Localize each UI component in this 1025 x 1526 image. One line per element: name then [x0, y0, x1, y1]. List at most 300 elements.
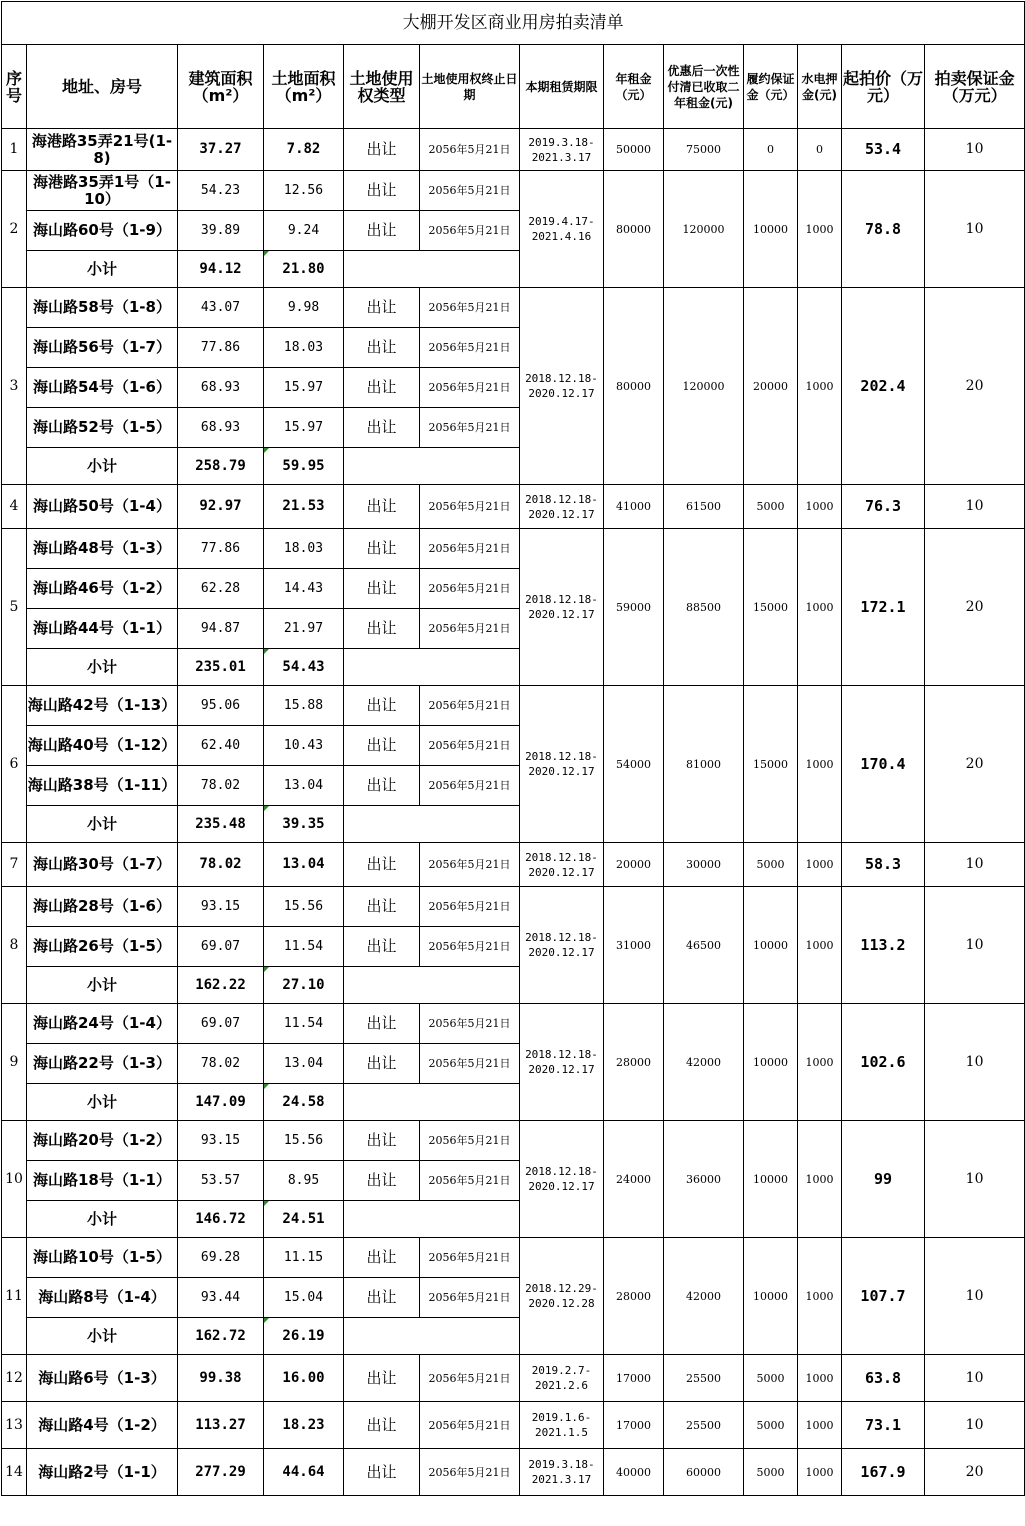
row-land-end-date: 2056年5月21日 [420, 1161, 520, 1201]
row-address: 海山路22号（1-3） [27, 1044, 178, 1084]
row-discount-rent: 75000 [664, 129, 744, 171]
row-land-use-type: 出让 [344, 726, 420, 766]
row-seq: 11 [2, 1238, 27, 1355]
row-auction-deposit: 10 [925, 843, 1025, 887]
row-land-area: 16.00 [264, 1355, 344, 1402]
row-auction-deposit: 20 [925, 686, 1025, 843]
row-land-use-type: 出让 [344, 1355, 420, 1402]
table-row [2, 171, 1025, 211]
subtotal-land-area: 39.35 [264, 806, 344, 843]
subtotal-label: 小计 [27, 967, 178, 1004]
subtotal-label: 小计 [27, 649, 178, 686]
row-utility-deposit: 1000 [798, 843, 842, 887]
row-lease-term: 2018.12.18-2020.12.17 [520, 1121, 604, 1238]
row-utility-deposit: 1000 [798, 1004, 842, 1121]
subtotal-building-area: 235.48 [178, 806, 264, 843]
row-auction-deposit: 20 [925, 288, 1025, 485]
row-land-area: 10.43 [264, 726, 344, 766]
row-discount-rent: 42000 [664, 1004, 744, 1121]
row-building-area: 43.07 [178, 288, 264, 328]
row-start-price: 73.1 [842, 1402, 925, 1449]
row-utility-deposit: 1000 [798, 288, 842, 485]
subtotal-building-area: 162.72 [178, 1318, 264, 1355]
row-address: 海山路60号（1-9） [27, 211, 178, 251]
row-land-end-date: 2056年5月21日 [420, 726, 520, 766]
row-land-end-date: 2056年5月21日 [420, 766, 520, 806]
row-start-price: 99 [842, 1121, 925, 1238]
row-land-end-date: 2056年5月21日 [420, 609, 520, 649]
row-lease-term: 2019.3.18-2021.3.17 [520, 1449, 604, 1496]
subtotal-building-area: 147.09 [178, 1084, 264, 1121]
row-seq: 12 [2, 1355, 27, 1402]
row-land-area: 44.64 [264, 1449, 344, 1496]
row-land-use-type: 出让 [344, 843, 420, 887]
row-seq: 8 [2, 887, 27, 1004]
row-land-use-type: 出让 [344, 211, 420, 251]
subtotal-building-area: 162.22 [178, 967, 264, 1004]
row-building-area: 78.02 [178, 1044, 264, 1084]
row-building-area: 62.40 [178, 726, 264, 766]
row-building-area: 93.15 [178, 887, 264, 927]
row-land-area: 14.43 [264, 569, 344, 609]
row-performance-deposit: 10000 [744, 171, 798, 288]
row-land-use-type: 出让 [344, 129, 420, 171]
header-land-use-type: 土地使用权类型 [344, 45, 420, 129]
row-annual-rent: 24000 [604, 1121, 664, 1238]
row-utility-deposit: 1000 [798, 1402, 842, 1449]
row-utility-deposit: 1000 [798, 1121, 842, 1238]
row-lease-term: 2018.12.18-2020.12.17 [520, 843, 604, 887]
table-row [2, 529, 1025, 569]
subtotal-building-area: 146.72 [178, 1201, 264, 1238]
row-land-use-type: 出让 [344, 328, 420, 368]
row-land-area: 9.98 [264, 288, 344, 328]
header-auction-deposit: 拍卖保证金（万元） [925, 45, 1025, 129]
row-discount-rent: 36000 [664, 1121, 744, 1238]
row-land-use-type: 出让 [344, 1278, 420, 1318]
row-lease-term: 2018.12.18-2020.12.17 [520, 887, 604, 1004]
subtotal-blank [344, 649, 520, 686]
row-utility-deposit: 1000 [798, 887, 842, 1004]
row-discount-rent: 25500 [664, 1355, 744, 1402]
row-land-use-type: 出让 [344, 1402, 420, 1449]
row-utility-deposit: 1000 [798, 529, 842, 686]
row-land-end-date: 2056年5月21日 [420, 171, 520, 211]
row-building-area: 277.29 [178, 1449, 264, 1496]
row-lease-term: 2018.12.18-2020.12.17 [520, 1004, 604, 1121]
row-building-area: 77.86 [178, 529, 264, 569]
header-row [2, 45, 1025, 129]
row-auction-deposit: 10 [925, 485, 1025, 529]
header-building-area: 建筑面积（m²） [178, 45, 264, 129]
row-land-end-date: 2056年5月21日 [420, 1278, 520, 1318]
row-start-price: 202.4 [842, 288, 925, 485]
header-lease-term: 本期租赁期限 [520, 45, 604, 129]
row-land-use-type: 出让 [344, 766, 420, 806]
row-auction-deposit: 20 [925, 529, 1025, 686]
row-seq: 13 [2, 1402, 27, 1449]
page-title: 大棚开发区商业用房拍卖清单 [2, 2, 1025, 45]
header-start-price: 起拍价（万元） [842, 45, 925, 129]
row-utility-deposit: 1000 [798, 1449, 842, 1496]
row-lease-term: 2019.2.7-2021.2.6 [520, 1355, 604, 1402]
header-performance-deposit: 履约保证金（元） [744, 45, 798, 129]
auction-list-table [1, 1, 1025, 1496]
row-address: 海山路10号（1-5） [27, 1238, 178, 1278]
subtotal-blank [344, 1318, 520, 1355]
header-address: 地址、房号 [27, 45, 178, 129]
row-land-area: 11.54 [264, 1004, 344, 1044]
row-utility-deposit: 1000 [798, 485, 842, 529]
table-row [2, 288, 1025, 328]
row-land-end-date: 2056年5月21日 [420, 129, 520, 171]
row-start-price: 78.8 [842, 171, 925, 288]
row-seq: 6 [2, 686, 27, 843]
row-lease-term: 2018.12.18-2020.12.17 [520, 529, 604, 686]
row-address: 海山路50号（1-4） [27, 485, 178, 529]
row-start-price: 76.3 [842, 485, 925, 529]
row-start-price: 53.4 [842, 129, 925, 171]
row-land-area: 13.04 [264, 766, 344, 806]
row-seq: 3 [2, 288, 27, 485]
row-land-end-date: 2056年5月21日 [420, 1121, 520, 1161]
subtotal-blank [344, 251, 520, 288]
row-utility-deposit: 1000 [798, 686, 842, 843]
row-land-area: 15.97 [264, 368, 344, 408]
row-address: 海山路4号（1-2） [27, 1402, 178, 1449]
row-land-area: 13.04 [264, 843, 344, 887]
header-land-area: 土地面积（m²） [264, 45, 344, 129]
row-start-price: 63.8 [842, 1355, 925, 1402]
row-land-use-type: 出让 [344, 288, 420, 328]
row-land-use-type: 出让 [344, 609, 420, 649]
row-land-end-date: 2056年5月21日 [420, 887, 520, 927]
row-performance-deposit: 5000 [744, 1449, 798, 1496]
row-annual-rent: 20000 [604, 843, 664, 887]
row-performance-deposit: 20000 [744, 288, 798, 485]
row-lease-term: 2018.12.18-2020.12.17 [520, 686, 604, 843]
subtotal-label: 小计 [27, 448, 178, 485]
subtotal-blank [344, 967, 520, 1004]
row-lease-term: 2018.12.18-2020.12.17 [520, 485, 604, 529]
row-building-area: 68.93 [178, 408, 264, 448]
row-land-area: 21.97 [264, 609, 344, 649]
row-discount-rent: 42000 [664, 1238, 744, 1355]
subtotal-land-area: 26.19 [264, 1318, 344, 1355]
row-start-price: 172.1 [842, 529, 925, 686]
row-lease-term: 2019.1.6-2021.1.5 [520, 1402, 604, 1449]
row-annual-rent: 50000 [604, 129, 664, 171]
row-performance-deposit: 10000 [744, 1004, 798, 1121]
row-land-area: 15.56 [264, 1121, 344, 1161]
row-address: 海山路42号（1-13） [27, 686, 178, 726]
row-performance-deposit: 10000 [744, 1121, 798, 1238]
row-land-end-date: 2056年5月21日 [420, 1449, 520, 1496]
row-performance-deposit: 10000 [744, 887, 798, 1004]
row-annual-rent: 17000 [604, 1402, 664, 1449]
row-utility-deposit: 1000 [798, 1238, 842, 1355]
row-annual-rent: 31000 [604, 887, 664, 1004]
row-land-use-type: 出让 [344, 1044, 420, 1084]
row-building-area: 99.38 [178, 1355, 264, 1402]
row-annual-rent: 80000 [604, 288, 664, 485]
row-lease-term: 2019.3.18-2021.3.17 [520, 129, 604, 171]
row-performance-deposit: 0 [744, 129, 798, 171]
row-performance-deposit: 15000 [744, 686, 798, 843]
subtotal-label: 小计 [27, 1318, 178, 1355]
row-land-end-date: 2056年5月21日 [420, 408, 520, 448]
table-row [2, 1355, 1025, 1402]
row-utility-deposit: 1000 [798, 1355, 842, 1402]
row-land-end-date: 2056年5月21日 [420, 1355, 520, 1402]
table-row [2, 1238, 1025, 1278]
row-start-price: 102.6 [842, 1004, 925, 1121]
row-building-area: 78.02 [178, 843, 264, 887]
row-land-area: 15.04 [264, 1278, 344, 1318]
row-annual-rent: 54000 [604, 686, 664, 843]
row-annual-rent: 17000 [604, 1355, 664, 1402]
row-land-end-date: 2056年5月21日 [420, 485, 520, 529]
row-building-area: 93.15 [178, 1121, 264, 1161]
row-land-use-type: 出让 [344, 529, 420, 569]
row-discount-rent: 120000 [664, 288, 744, 485]
row-land-use-type: 出让 [344, 569, 420, 609]
row-annual-rent: 41000 [604, 485, 664, 529]
header-land-end-date: 土地使用权终止日期 [420, 45, 520, 129]
row-address: 海山路46号（1-2） [27, 569, 178, 609]
subtotal-label: 小计 [27, 1084, 178, 1121]
row-seq: 5 [2, 529, 27, 686]
row-land-area: 15.97 [264, 408, 344, 448]
subtotal-land-area: 54.43 [264, 649, 344, 686]
row-seq: 1 [2, 129, 27, 171]
row-discount-rent: 25500 [664, 1402, 744, 1449]
subtotal-building-area: 235.01 [178, 649, 264, 686]
row-address: 海山路52号（1-5） [27, 408, 178, 448]
row-address: 海山路2号（1-1） [27, 1449, 178, 1496]
row-seq: 10 [2, 1121, 27, 1238]
row-address: 海山路18号（1-1） [27, 1161, 178, 1201]
row-land-end-date: 2056年5月21日 [420, 686, 520, 726]
row-performance-deposit: 10000 [744, 1238, 798, 1355]
row-land-area: 12.56 [264, 171, 344, 211]
table-row [2, 129, 1025, 171]
row-auction-deposit: 20 [925, 1449, 1025, 1496]
row-seq: 7 [2, 843, 27, 887]
subtotal-label: 小计 [27, 806, 178, 843]
table-row [2, 843, 1025, 887]
row-building-area: 92.97 [178, 485, 264, 529]
header-seq: 序号 [2, 45, 27, 129]
table-row [2, 1004, 1025, 1044]
row-lease-term: 2019.4.17-2021.4.16 [520, 171, 604, 288]
row-auction-deposit: 10 [925, 1121, 1025, 1238]
row-start-price: 58.3 [842, 843, 925, 887]
table-row [2, 485, 1025, 529]
table-row [2, 686, 1025, 726]
row-address: 海山路26号（1-5） [27, 927, 178, 967]
table-row [2, 887, 1025, 927]
row-building-area: 53.57 [178, 1161, 264, 1201]
row-annual-rent: 28000 [604, 1238, 664, 1355]
row-auction-deposit: 10 [925, 129, 1025, 171]
row-annual-rent: 59000 [604, 529, 664, 686]
row-building-area: 54.23 [178, 171, 264, 211]
row-start-price: 113.2 [842, 887, 925, 1004]
row-address: 海港路35弄21号(1-8) [27, 129, 178, 171]
row-address: 海港路35弄1号（1-10） [27, 171, 178, 211]
row-auction-deposit: 10 [925, 1004, 1025, 1121]
row-discount-rent: 120000 [664, 171, 744, 288]
table-row [2, 1121, 1025, 1161]
row-building-area: 39.89 [178, 211, 264, 251]
subtotal-blank [344, 1201, 520, 1238]
row-land-use-type: 出让 [344, 1121, 420, 1161]
row-land-end-date: 2056年5月21日 [420, 1044, 520, 1084]
row-building-area: 94.87 [178, 609, 264, 649]
row-performance-deposit: 5000 [744, 1402, 798, 1449]
row-discount-rent: 60000 [664, 1449, 744, 1496]
row-land-use-type: 出让 [344, 1161, 420, 1201]
row-performance-deposit: 5000 [744, 1355, 798, 1402]
row-seq: 9 [2, 1004, 27, 1121]
row-land-use-type: 出让 [344, 927, 420, 967]
row-auction-deposit: 10 [925, 887, 1025, 1004]
subtotal-blank [344, 1084, 520, 1121]
row-building-area: 62.28 [178, 569, 264, 609]
row-land-use-type: 出让 [344, 171, 420, 211]
row-building-area: 93.44 [178, 1278, 264, 1318]
row-land-use-type: 出让 [344, 887, 420, 927]
row-building-area: 95.06 [178, 686, 264, 726]
row-land-use-type: 出让 [344, 1004, 420, 1044]
row-land-area: 13.04 [264, 1044, 344, 1084]
subtotal-building-area: 94.12 [178, 251, 264, 288]
row-land-end-date: 2056年5月21日 [420, 211, 520, 251]
row-auction-deposit: 10 [925, 171, 1025, 288]
row-address: 海山路44号（1-1） [27, 609, 178, 649]
row-start-price: 167.9 [842, 1449, 925, 1496]
subtotal-label: 小计 [27, 251, 178, 288]
row-land-area: 21.53 [264, 485, 344, 529]
row-building-area: 113.27 [178, 1402, 264, 1449]
subtotal-land-area: 27.10 [264, 967, 344, 1004]
row-land-use-type: 出让 [344, 1238, 420, 1278]
row-address: 海山路20号（1-2） [27, 1121, 178, 1161]
row-land-area: 18.03 [264, 529, 344, 569]
row-auction-deposit: 10 [925, 1238, 1025, 1355]
row-seq: 4 [2, 485, 27, 529]
row-address: 海山路56号（1-7） [27, 328, 178, 368]
subtotal-land-area: 24.58 [264, 1084, 344, 1121]
subtotal-blank [344, 806, 520, 843]
row-building-area: 77.86 [178, 328, 264, 368]
row-land-area: 11.15 [264, 1238, 344, 1278]
row-address: 海山路38号（1-11） [27, 766, 178, 806]
row-address: 海山路30号（1-7） [27, 843, 178, 887]
row-discount-rent: 46500 [664, 887, 744, 1004]
row-land-end-date: 2056年5月21日 [420, 288, 520, 328]
row-address: 海山路40号（1-12） [27, 726, 178, 766]
row-utility-deposit: 1000 [798, 171, 842, 288]
row-building-area: 69.28 [178, 1238, 264, 1278]
row-land-area: 18.23 [264, 1402, 344, 1449]
row-building-area: 69.07 [178, 1004, 264, 1044]
row-seq: 14 [2, 1449, 27, 1496]
row-building-area: 69.07 [178, 927, 264, 967]
table-row [2, 1449, 1025, 1496]
row-auction-deposit: 10 [925, 1355, 1025, 1402]
row-address: 海山路6号（1-3） [27, 1355, 178, 1402]
row-land-end-date: 2056年5月21日 [420, 927, 520, 967]
row-address: 海山路28号（1-6） [27, 887, 178, 927]
row-address: 海山路58号（1-8） [27, 288, 178, 328]
row-land-area: 15.88 [264, 686, 344, 726]
subtotal-land-area: 21.80 [264, 251, 344, 288]
row-land-end-date: 2056年5月21日 [420, 569, 520, 609]
row-land-area: 7.82 [264, 129, 344, 171]
row-land-use-type: 出让 [344, 368, 420, 408]
row-address: 海山路54号（1-6） [27, 368, 178, 408]
row-auction-deposit: 10 [925, 1402, 1025, 1449]
row-land-area: 18.03 [264, 328, 344, 368]
row-start-price: 107.7 [842, 1238, 925, 1355]
row-discount-rent: 88500 [664, 529, 744, 686]
row-annual-rent: 40000 [604, 1449, 664, 1496]
row-utility-deposit: 0 [798, 129, 842, 171]
row-land-area: 15.56 [264, 887, 344, 927]
row-land-area: 8.95 [264, 1161, 344, 1201]
subtotal-land-area: 59.95 [264, 448, 344, 485]
row-land-use-type: 出让 [344, 408, 420, 448]
row-land-area: 11.54 [264, 927, 344, 967]
header-annual-rent: 年租金（元） [604, 45, 664, 129]
row-land-end-date: 2056年5月21日 [420, 1238, 520, 1278]
row-land-end-date: 2056年5月21日 [420, 529, 520, 569]
row-building-area: 78.02 [178, 766, 264, 806]
row-address: 海山路24号（1-4） [27, 1004, 178, 1044]
row-building-area: 68.93 [178, 368, 264, 408]
row-lease-term: 2018.12.29-2020.12.28 [520, 1238, 604, 1355]
row-land-end-date: 2056年5月21日 [420, 1004, 520, 1044]
row-building-area: 37.27 [178, 129, 264, 171]
row-annual-rent: 28000 [604, 1004, 664, 1121]
row-start-price: 170.4 [842, 686, 925, 843]
row-performance-deposit: 5000 [744, 485, 798, 529]
row-lease-term: 2018.12.18-2020.12.17 [520, 288, 604, 485]
header-utility-deposit: 水电押金(元) [798, 45, 842, 129]
row-seq: 2 [2, 171, 27, 288]
row-land-area: 9.24 [264, 211, 344, 251]
header-discount-rent: 优惠后一次性付清已收取二年租金(元) [664, 45, 744, 129]
row-land-end-date: 2056年5月21日 [420, 1402, 520, 1449]
row-land-use-type: 出让 [344, 686, 420, 726]
row-performance-deposit: 15000 [744, 529, 798, 686]
row-land-end-date: 2056年5月21日 [420, 368, 520, 408]
row-land-use-type: 出让 [344, 1449, 420, 1496]
row-address: 海山路48号（1-3） [27, 529, 178, 569]
row-discount-rent: 81000 [664, 686, 744, 843]
row-discount-rent: 30000 [664, 843, 744, 887]
subtotal-land-area: 24.51 [264, 1201, 344, 1238]
subtotal-label: 小计 [27, 1201, 178, 1238]
table-row [2, 1402, 1025, 1449]
subtotal-blank [344, 448, 520, 485]
row-land-use-type: 出让 [344, 485, 420, 529]
row-land-end-date: 2056年5月21日 [420, 843, 520, 887]
subtotal-building-area: 258.79 [178, 448, 264, 485]
row-discount-rent: 61500 [664, 485, 744, 529]
